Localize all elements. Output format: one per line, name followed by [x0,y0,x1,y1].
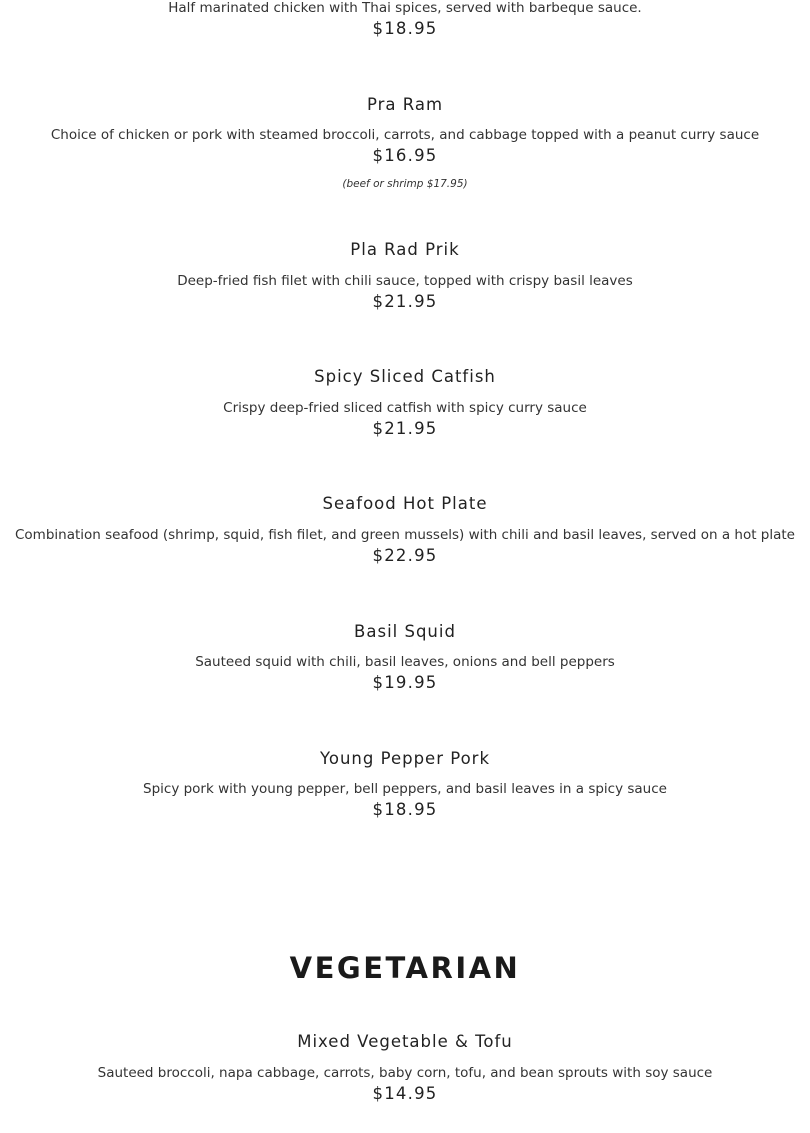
dish-description: Choice of chicken or pork with steamed broccoli, carrots, and cabbage topped with a peanut curry sauce [50,127,760,143]
dish-description: Sauteed broccoli, napa cabbage, carrots, baby corn, tofu, and bean sprouts with soy sauce [97,1065,713,1081]
dish-description: Combination seafood (shrimp, squid, fish filet, and green mussels) with chili and basil leaves, served on a hot plate [15,527,795,543]
dish-description: Sauteed squid with chili, basil leaves, onions and bell peppers [195,654,615,670]
dish-name: Mixed Vegetable & Tofu [297,1032,513,1051]
dish-name: Spicy Sliced Catfish [314,367,496,386]
dish-description: Half marinated chicken with Thai spices, served with barbeque sauce. [168,0,642,16]
dish-name: Basil Squid [354,622,456,641]
dish-price: $18.95 [372,19,438,38]
dish-name: Seafood Hot Plate [322,494,488,513]
dish-description: Deep-fried fish filet with chili sauce, topped with crispy basil leaves [177,273,633,289]
dish-price-note: (beef or shrimp $17.95) [342,178,468,190]
dish-price: $16.95 [372,146,438,165]
dish-name: Pra Ram [366,95,444,114]
dish-name: Young Pepper Pork [319,749,491,768]
dish-price: $14.95 [372,1084,438,1103]
dish-price: $21.95 [372,419,438,438]
dish-price: $22.95 [372,546,438,565]
dish-description: Spicy pork with young pepper, bell peppers, and basil leaves in a spicy sauce [143,781,667,797]
dish-name: Pla Rad Prik [350,240,460,259]
section-title-vegetarian: VEGETARIAN [289,951,521,985]
dish-price: $18.95 [372,800,438,819]
dish-price: $19.95 [372,673,438,692]
dish-price: $21.95 [372,292,438,311]
dish-description: Crispy deep-fried sliced catfish with spicy curry sauce [223,400,587,416]
